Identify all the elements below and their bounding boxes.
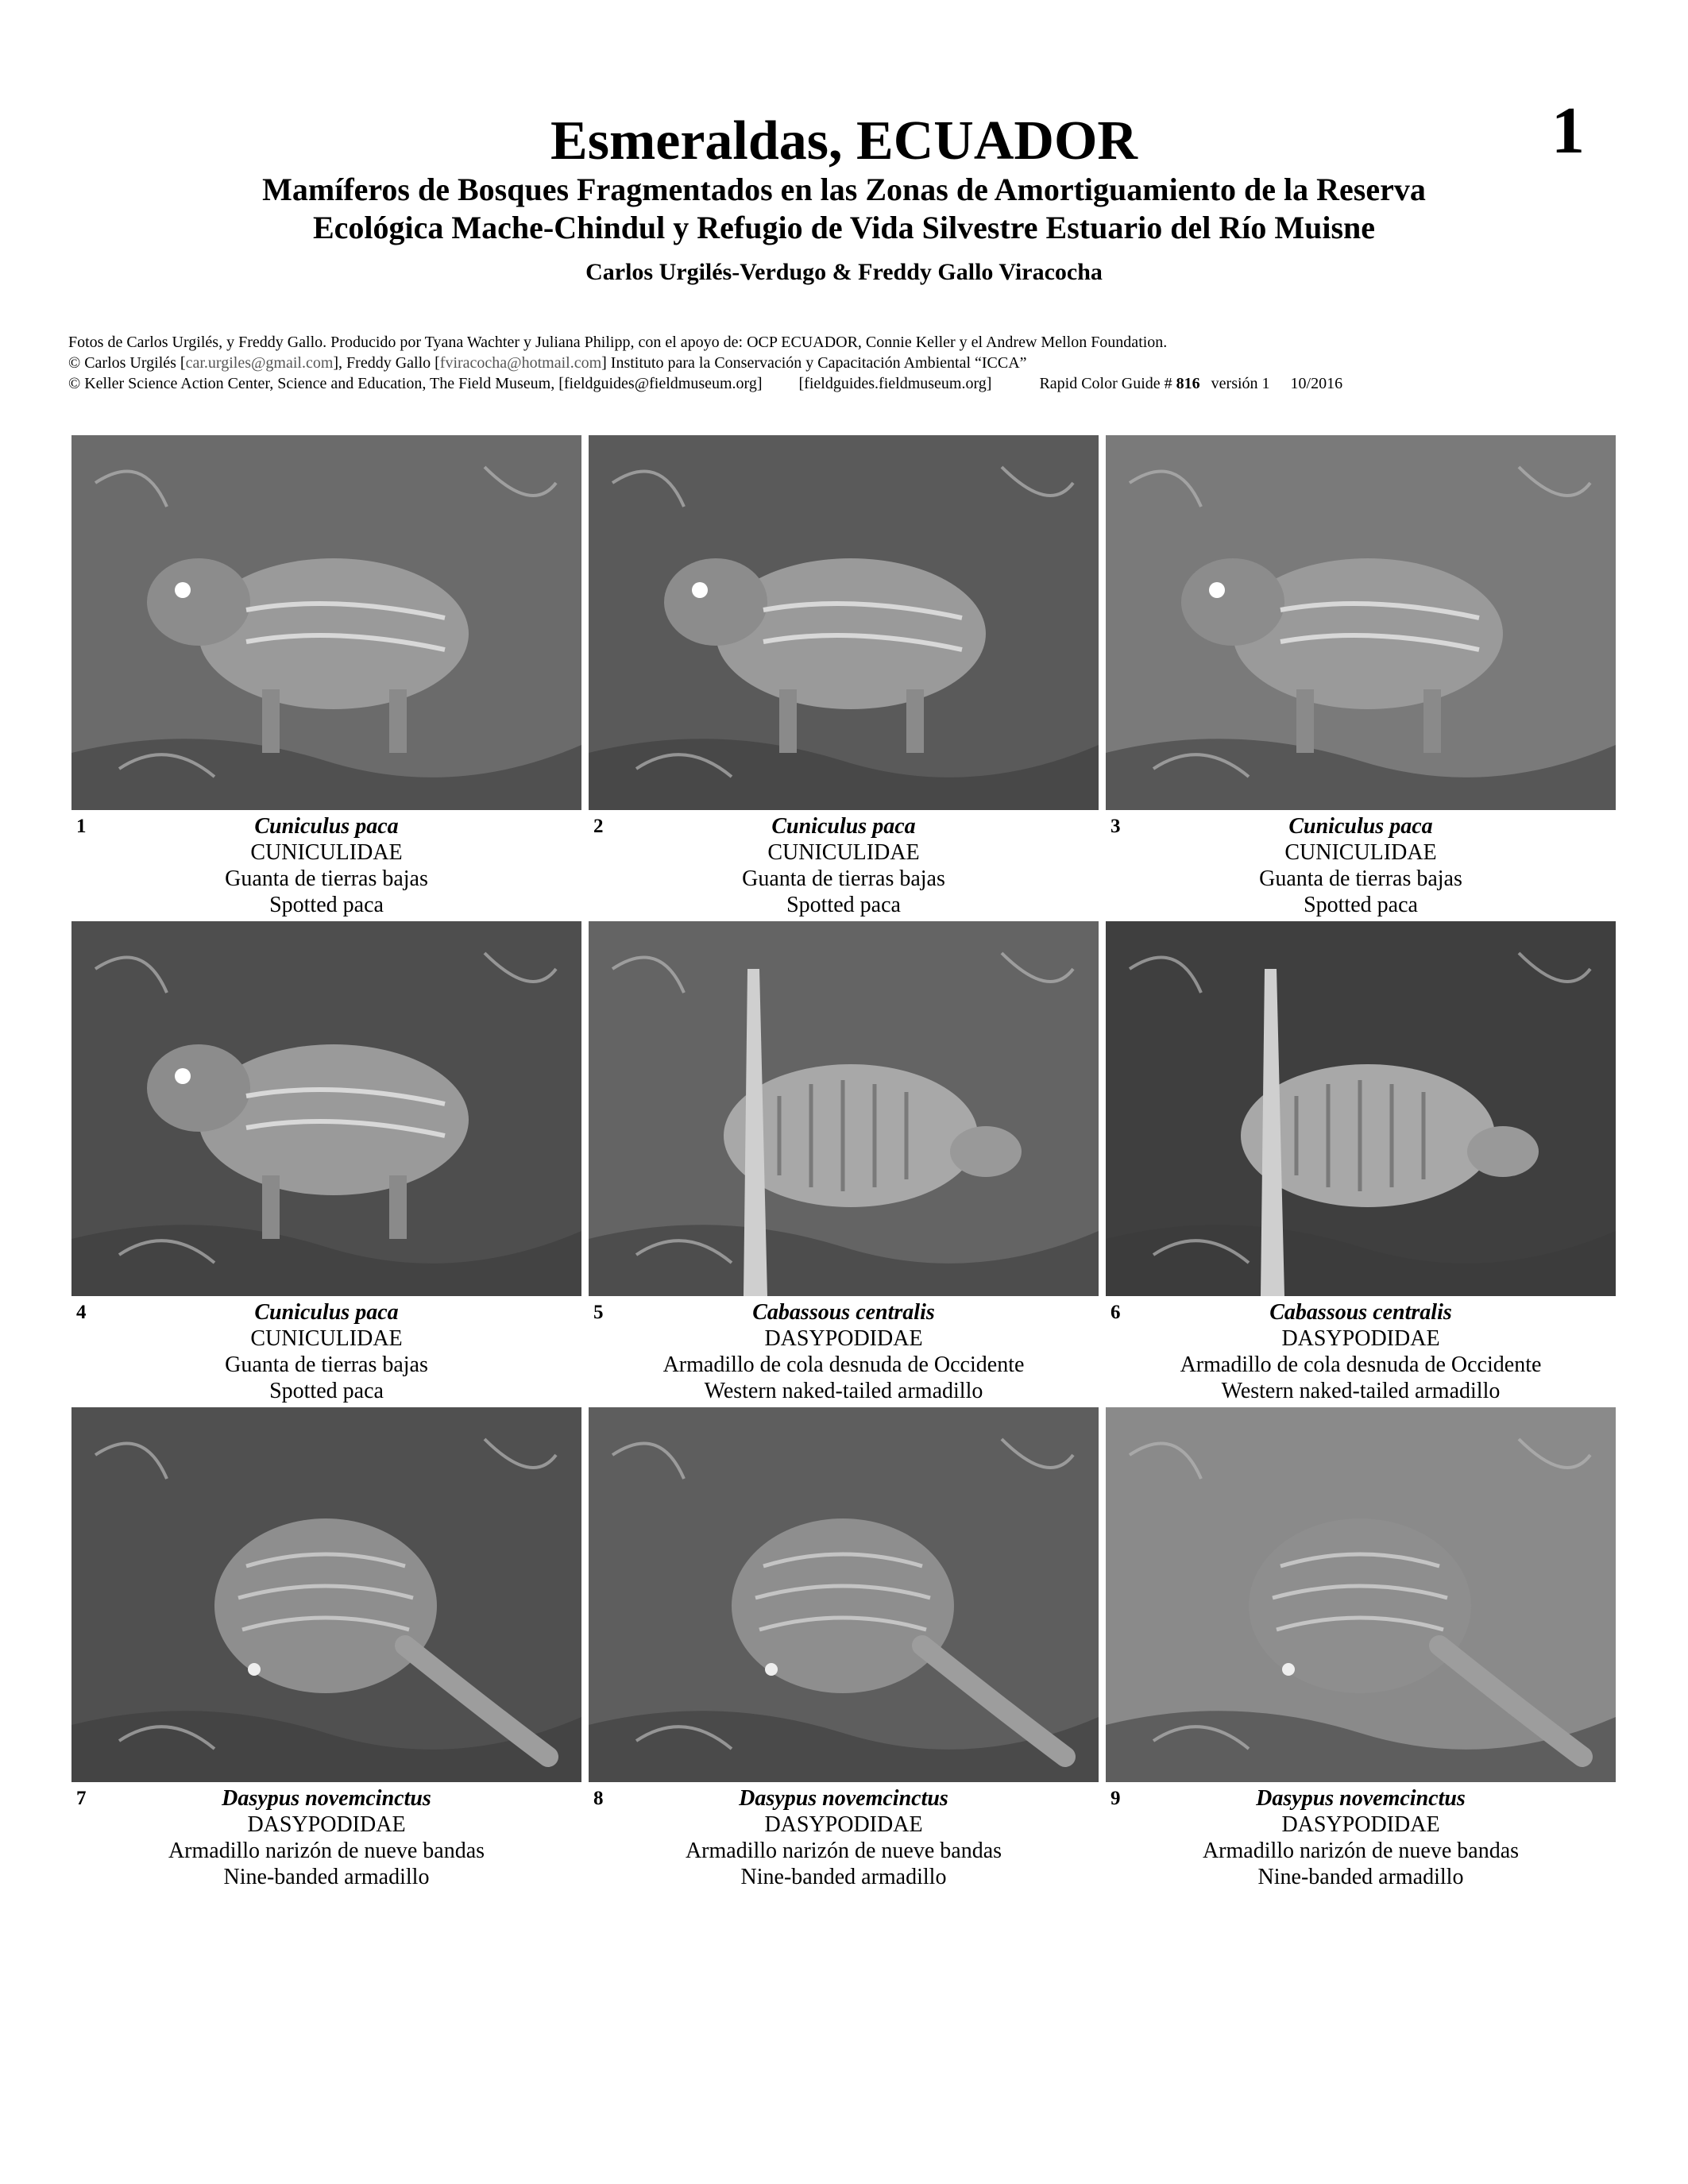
family-name: DASYPODIDAE [764,1812,923,1837]
species-card [71,1407,581,1892]
credits-text: ], Freddy Gallo [ [333,354,440,372]
credits-text: © Carlos Urgilés [ [68,354,186,372]
subtitle-line-2: Ecológica Mache-Chindul y Refugio de Vida Silvestre Estuario del Río Muisne [312,210,1376,245]
scientific-name: Cuniculus paca [254,1300,399,1325]
species-card [1106,921,1616,1406]
photo-number: 9 [1111,1788,1121,1809]
species-caption [589,1299,1099,1404]
credits-line-1: Fotos de Carlos Urgilés, y Freddy Gallo. Producido por Tyana Wachter y Juliana Philipp, con el apoyo de: OCP ECUADOR, Connie Keller y el Andrew Mellon Foundation. [68,334,1168,351]
species-caption [589,1785,1099,1890]
species-card [1106,1407,1616,1892]
camera-trap-photo [71,1407,581,1782]
camera-trap-photo [589,435,1099,810]
english-name: Nine-banded armadillo [223,1865,430,1889]
spanish-name: Armadillo de cola desnuda de Occidente [662,1352,1025,1377]
photo-number: 8 [593,1788,604,1809]
english-name: Nine-banded armadillo [1257,1865,1464,1889]
family-name: CUNICULIDAE [250,840,403,865]
species-caption [71,1785,581,1890]
page-title: Esmeraldas, ECUADOR [550,110,1138,172]
camera-trap-photo [589,921,1099,1296]
guide-number: 816 [1176,375,1200,392]
species-card [589,435,1099,920]
photo-number: 6 [1111,1302,1121,1323]
camera-trap-photo [71,921,581,1296]
camera-trap-photo [1106,921,1616,1296]
camera-trap-photo [1106,1407,1616,1782]
spanish-name: Armadillo narizón de nueve bandas [685,1839,1002,1863]
scientific-name: Dasypus novemcinctus [222,1786,431,1811]
camera-trap-photo [1106,435,1616,810]
credits-text: © Keller Science Action Center, Science and Education, The Field Museum, [fieldguides@fieldmuseum.org] [68,375,763,392]
scientific-name: Dasypus novemcinctus [739,1786,948,1811]
credits-line-2 [68,353,1342,373]
spanish-name: Guanta de tierras bajas [1259,866,1462,891]
species-card [71,435,581,920]
family-name: DASYPODIDAE [764,1326,923,1351]
photo-number: 5 [593,1302,604,1323]
spanish-name: Armadillo narizón de nueve bandas [1202,1839,1520,1863]
scientific-name: Cuniculus paca [771,814,916,839]
spanish-name: Armadillo narizón de nueve bandas [168,1839,485,1863]
scientific-name: Cuniculus paca [254,814,399,839]
photo-number: 3 [1111,816,1121,837]
family-name: DASYPODIDAE [1281,1326,1440,1351]
species-card [589,921,1099,1406]
email-link-urgiles[interactable]: car.urgiles@gmail.com [185,354,334,372]
camera-trap-photo [71,435,581,810]
species-card [1106,435,1616,920]
family-name: CUNICULIDAE [250,1326,403,1351]
photo-number: 1 [76,816,87,837]
version: versión 1 [1211,375,1270,392]
spanish-name: Guanta de tierras bajas [225,866,428,891]
authors: Carlos Urgilés-Verdugo & Freddy Gallo Viracocha [585,259,1103,285]
spanish-name: Guanta de tierras bajas [225,1352,428,1377]
species-grid [71,435,1617,1889]
english-name: Western naked-tailed armadillo [1221,1379,1501,1403]
family-name: CUNICULIDAE [1284,840,1437,865]
photo-number: 7 [76,1788,87,1809]
photo-number: 4 [76,1302,87,1323]
credits-text: ] Instituto para la Conservación y Capacitación Ambiental “ICCA” [601,354,1027,372]
camera-trap-photo [589,1407,1099,1782]
species-caption [1106,1299,1616,1404]
species-caption [71,813,581,918]
email-link-gallo[interactable]: fviracocha@hotmail.com [439,354,602,372]
family-name: DASYPODIDAE [1281,1812,1440,1837]
english-name: Spotted paca [1304,893,1418,917]
species-caption [1106,813,1616,918]
scientific-name: Cuniculus paca [1288,814,1433,839]
website-link[interactable]: [fieldguides.fieldmuseum.org] [798,375,992,392]
species-caption [589,813,1099,918]
date: 10/2016 [1290,375,1343,392]
subtitle-line-1: Mamíferos de Bosques Fragmentados en las Zonas de Amortiguamiento de la Reserva [262,172,1426,207]
guide-label: Rapid Color Guide # [1039,375,1172,392]
spanish-name: Armadillo de cola desnuda de Occidente [1180,1352,1542,1377]
english-name: Nine-banded armadillo [740,1865,947,1889]
page-number: 1 [1551,94,1585,168]
scientific-name: Dasypus novemcinctus [1256,1786,1466,1811]
subtitle [48,171,1640,247]
scientific-name: Cabassous centralis [1269,1300,1452,1325]
english-name: Spotted paca [269,1379,384,1403]
scientific-name: Cabassous centralis [752,1300,935,1325]
family-name: CUNICULIDAE [767,840,920,865]
english-name: Spotted paca [269,893,384,917]
photo-number: 2 [593,816,604,837]
english-name: Spotted paca [786,893,901,917]
species-card [71,921,581,1406]
species-caption [71,1299,581,1404]
spanish-name: Guanta de tierras bajas [742,866,945,891]
family-name: DASYPODIDAE [247,1812,406,1837]
species-card [589,1407,1099,1892]
english-name: Western naked-tailed armadillo [704,1379,983,1403]
credits-line-3 [68,373,1342,394]
credits-block [68,332,1342,394]
species-caption [1106,1785,1616,1890]
